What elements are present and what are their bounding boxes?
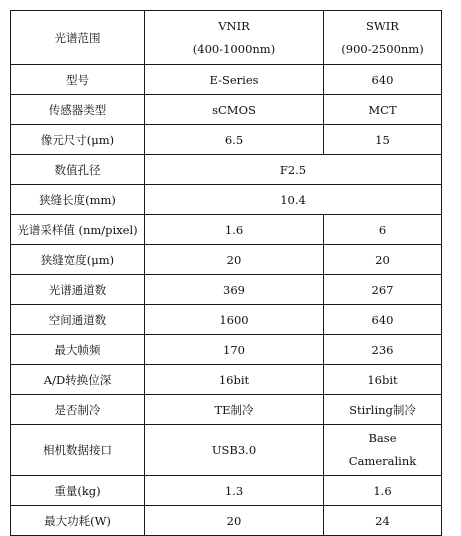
- table-row: [11, 245, 442, 275]
- row-label: 传感器类型: [11, 95, 145, 125]
- swir-value: [324, 425, 442, 476]
- vnir-value: 170: [145, 335, 324, 365]
- swir-value: 15: [324, 125, 442, 155]
- row-label: A/D转换位深: [11, 365, 145, 395]
- table-row: [11, 155, 442, 185]
- row-label: 最大帧频: [11, 335, 145, 365]
- swir-value: 20: [324, 245, 442, 275]
- row-label: 狭缝宽度(μm): [11, 245, 145, 275]
- row-label: 光谱采样值 (nm/pixel): [11, 215, 145, 245]
- vnir-value: 20: [145, 245, 324, 275]
- table-row: [11, 305, 442, 335]
- vnir-value: 1.3: [145, 476, 324, 506]
- table-row: [11, 185, 442, 215]
- row-label: 空间通道数: [11, 305, 145, 335]
- vnir-range: (400-1000nm): [192, 41, 276, 56]
- header-vnir: [145, 11, 324, 65]
- header-label: 光谱范围: [11, 11, 145, 65]
- vnir-value: 1600: [145, 305, 324, 335]
- swir-name: SWIR: [366, 18, 399, 33]
- vnir-value: 6.5: [145, 125, 324, 155]
- swir-range: (900-2500nm): [341, 41, 424, 56]
- spec-table: [10, 10, 442, 536]
- row-label: 狭缝长度(mm): [11, 185, 145, 215]
- row-label: 是否制冷: [11, 395, 145, 425]
- swir-value: 640: [324, 65, 442, 95]
- header-swir: [324, 11, 442, 65]
- table-row: [11, 95, 442, 125]
- swir-value: Stirling制冷: [324, 395, 442, 425]
- row-label: 像元尺寸(μm): [11, 125, 145, 155]
- table-row: [11, 125, 442, 155]
- swir-value: 16bit: [324, 365, 442, 395]
- vnir-value: 16bit: [145, 365, 324, 395]
- row-label: 数值孔径: [11, 155, 145, 185]
- swir-value-line: Cameralink: [348, 454, 417, 468]
- row-label: 重量(kg): [11, 476, 145, 506]
- row-label: 最大功耗(W): [11, 506, 145, 536]
- swir-value: 267: [324, 275, 442, 305]
- table-row: [11, 425, 442, 476]
- table-row: [11, 65, 442, 95]
- row-label: 型号: [11, 65, 145, 95]
- vnir-value: 369: [145, 275, 324, 305]
- table-row: [11, 335, 442, 365]
- table-row: [11, 365, 442, 395]
- table-row: [11, 395, 442, 425]
- table-row: [11, 215, 442, 245]
- header-row: [11, 11, 442, 65]
- vnir-name: VNIR: [218, 18, 250, 33]
- swir-value-line: Base: [368, 431, 397, 445]
- vnir-value: TE制冷: [145, 395, 324, 425]
- table-row: [11, 506, 442, 536]
- shared-value: F2.5: [145, 155, 442, 185]
- row-label: 相机数据接口: [11, 425, 145, 476]
- vnir-value: USB3.0: [145, 425, 324, 476]
- row-label: 光谱通道数: [11, 275, 145, 305]
- vnir-value: 20: [145, 506, 324, 536]
- table-row: [11, 275, 442, 305]
- table-row: [11, 476, 442, 506]
- swir-value: 1.6: [324, 476, 442, 506]
- swir-value: 236: [324, 335, 442, 365]
- swir-value: 6: [324, 215, 442, 245]
- swir-value: 640: [324, 305, 442, 335]
- vnir-value: E-Series: [145, 65, 324, 95]
- shared-value: 10.4: [145, 185, 442, 215]
- vnir-value: 1.6: [145, 215, 324, 245]
- vnir-value: sCMOS: [145, 95, 324, 125]
- swir-value: 24: [324, 506, 442, 536]
- swir-value: MCT: [324, 95, 442, 125]
